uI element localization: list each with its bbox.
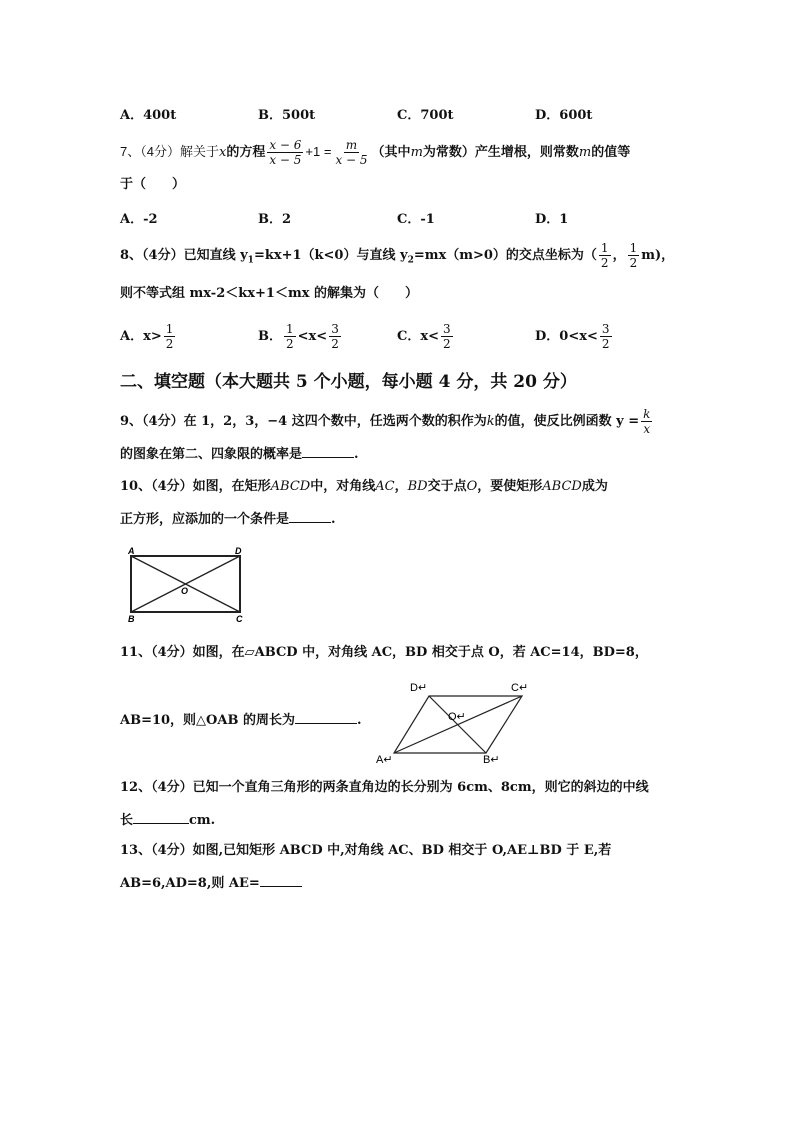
q13-line2-text: AB=6,AD=8,则 AE= xyxy=(120,876,260,891)
q12-line2-pre: 长 xyxy=(120,813,134,828)
q10-answer-blank xyxy=(289,510,331,523)
q7-suffix3: 的值等 xyxy=(591,145,631,160)
q10-mid1: 中，对角线 xyxy=(310,479,376,494)
q10-label-o: O xyxy=(181,586,189,596)
q11-line2 xyxy=(120,711,362,730)
question-9 xyxy=(120,407,654,436)
q7-suffix1: （其中 xyxy=(371,145,411,160)
q8-comma: ， xyxy=(612,248,626,263)
q8-opt-b-den1: 2 xyxy=(286,337,294,351)
q9-frac-den: x xyxy=(643,422,651,436)
q10-prefix: 10、（4分）如图，在矩形 xyxy=(120,479,271,494)
q11-line2-text: AB=10，则△OAB 的周长为 xyxy=(120,713,295,728)
q10-line2 xyxy=(120,510,336,529)
question-7 xyxy=(120,138,630,167)
q12-line2 xyxy=(120,811,215,830)
q7-option-d: D．1 xyxy=(535,212,569,227)
q8-prefix: 8、（4分）已知直线 y xyxy=(120,248,248,263)
q6-option-a: A．400t xyxy=(120,108,177,123)
q8-line2: 则不等式组 mx-2＜kx+1＜mx 的解集为（ ） xyxy=(120,286,418,301)
question-11: 11、（4分）如图，在▱ABCD 中，对角线 AC，BD 相交于点 O，若 AC=14，BD=8， xyxy=(120,645,648,660)
q8-sub1: 1 xyxy=(247,255,254,266)
q10-mid3: ，要使矩形 xyxy=(477,479,543,494)
q8-opt-a-num: 1 xyxy=(165,322,174,336)
q8-option-d xyxy=(535,322,614,351)
q8-sub2: 2 xyxy=(407,255,414,266)
q8-opt-b-mid: <x< xyxy=(297,329,328,344)
q12-answer-blank xyxy=(133,811,189,824)
q10-comma: ， xyxy=(394,479,408,494)
q8-part3: =mx（m>0）的交点坐标为（ xyxy=(413,248,597,263)
q8-option-a xyxy=(120,322,177,351)
q8-fb-num: 1 xyxy=(629,241,638,255)
q8-opt-b-num2: 3 xyxy=(331,322,339,336)
q12-line2-end: cm. xyxy=(189,813,216,828)
q10-abcd-2: ABCD xyxy=(542,479,582,494)
q10-label-b: B xyxy=(128,614,135,624)
q7-frac2-num: m xyxy=(345,138,358,152)
q7-fraction-1 xyxy=(267,138,303,167)
q13-answer-blank xyxy=(260,874,302,887)
q8-opt-c-num: 3 xyxy=(443,322,451,336)
q10-rectangle-figure xyxy=(120,544,255,626)
q8-fa-num: 1 xyxy=(600,241,609,255)
q7-var-m: m xyxy=(410,145,423,160)
q7-suffix2: 为常数）产生增根，则常数 xyxy=(422,145,579,160)
q9-fraction xyxy=(641,407,652,436)
q8-opt-c-den: 2 xyxy=(443,337,451,351)
q10-line2-end: . xyxy=(331,512,336,527)
q11-line2-end: . xyxy=(356,713,362,728)
q8-opt-b-num1: 1 xyxy=(286,322,294,336)
q8-fa-den: 2 xyxy=(600,256,609,270)
q7-line2: 于（ ） xyxy=(120,177,186,192)
q11-label-o: O↵ xyxy=(448,711,466,723)
q7-fraction-2 xyxy=(333,138,369,167)
q11-diagonal-bd xyxy=(429,696,486,753)
q7-frac1-num: x − 6 xyxy=(269,138,302,152)
q11-label-d: D↵ xyxy=(410,682,428,694)
question-10 xyxy=(120,478,608,496)
q8-option-c xyxy=(397,322,455,351)
q10-ac: AC xyxy=(375,479,395,494)
q8-part4: m)， xyxy=(641,248,675,263)
q7-plus-one: +1 = xyxy=(305,144,332,159)
q9-frac-num: k xyxy=(643,407,651,421)
q10-o: O xyxy=(466,479,478,494)
q6-option-b: B．500t xyxy=(258,108,316,123)
q9-prefix: 9、（4分）在 1，2，3，−4 这四个数中，任选两个数的积作为 xyxy=(120,414,487,429)
question-8 xyxy=(120,241,674,270)
q8-opt-b-frac1 xyxy=(284,322,296,351)
q8-fraction-b xyxy=(628,241,640,270)
question-12: 12、（4分）已知一个直角三角形的两条直角边的长分别为 6cm、8cm，则它的斜边的中线 xyxy=(120,780,649,795)
q13-line2 xyxy=(120,874,302,893)
q11-label-a: A↵ xyxy=(376,754,393,766)
q7-option-a: A．-2 xyxy=(120,212,158,227)
q10-line2-text: 正方形，应添加的一个条件是 xyxy=(120,512,290,527)
q10-label-d: D xyxy=(235,546,242,556)
q6-option-c: C．700t xyxy=(397,108,454,123)
q10-mid2: 交于点 xyxy=(427,479,467,494)
q10-label-a: A xyxy=(128,546,135,556)
q8-opt-b-den2: 2 xyxy=(331,337,339,351)
q9-var-k: k xyxy=(486,414,495,429)
q7-prefix: 7、（4分）解关于 xyxy=(120,144,219,159)
q10-abcd-1: ABCD xyxy=(270,479,311,494)
q8-opt-b-label: B． xyxy=(258,329,282,344)
q7-option-c: C．-1 xyxy=(397,212,435,227)
q8-opt-b-frac2 xyxy=(329,322,341,351)
q8-fb-den: 2 xyxy=(629,256,638,270)
q11-label-c: C↵ xyxy=(511,682,529,694)
question-13: 13、（4分）如图,已知矩形 ABCD 中,对角线 AC、BD 相交于 O,AE⊥BD 于 E,若 xyxy=(120,843,612,858)
q9-answer-blank xyxy=(302,445,354,458)
q8-part2: =kx+1（k<0）与直线 y xyxy=(253,248,408,263)
q11-label-b: B↵ xyxy=(483,754,500,766)
q11-parallelogram-figure xyxy=(372,674,540,768)
q9-line2-end: . xyxy=(354,447,359,462)
q8-fraction-a xyxy=(599,241,611,270)
q8-option-b xyxy=(258,322,343,351)
q7-var-x: x xyxy=(218,145,227,160)
q10-bd: BD xyxy=(407,479,428,494)
q8-opt-a-frac xyxy=(164,322,176,351)
q8-opt-a-label: A．x> xyxy=(120,329,162,344)
q6-option-d: D．600t xyxy=(535,108,593,123)
q9-line2-text: 的图象在第二、四象限的概率是 xyxy=(120,447,303,462)
q7-frac2-den: x − 5 xyxy=(335,153,368,167)
q8-opt-c-label: C．x< xyxy=(397,329,439,344)
q8-opt-c-frac xyxy=(441,322,453,351)
q9-mid: 的值，使反比例函数 y = xyxy=(494,414,640,429)
section-2-title: 二、填空题（本大题共 5 个小题，每小题 4 分，共 20 分） xyxy=(120,372,577,392)
q8-opt-d-den: 2 xyxy=(601,337,610,351)
q7-frac1-den: x − 5 xyxy=(269,153,302,167)
q10-suffix: 成为 xyxy=(581,479,608,494)
q10-label-c: C xyxy=(236,614,243,624)
q11-answer-blank xyxy=(295,711,357,724)
q7-var-m2: m xyxy=(578,145,592,160)
q8-opt-d-frac xyxy=(600,322,612,351)
q7-option-b: B．2 xyxy=(258,212,292,227)
q9-line2 xyxy=(120,445,359,464)
q8-opt-d-label: D．0<x< xyxy=(535,329,598,344)
q7-mid: 的方程 xyxy=(226,145,266,160)
q8-opt-d-num: 3 xyxy=(601,322,610,336)
q8-opt-a-den: 2 xyxy=(165,337,174,351)
